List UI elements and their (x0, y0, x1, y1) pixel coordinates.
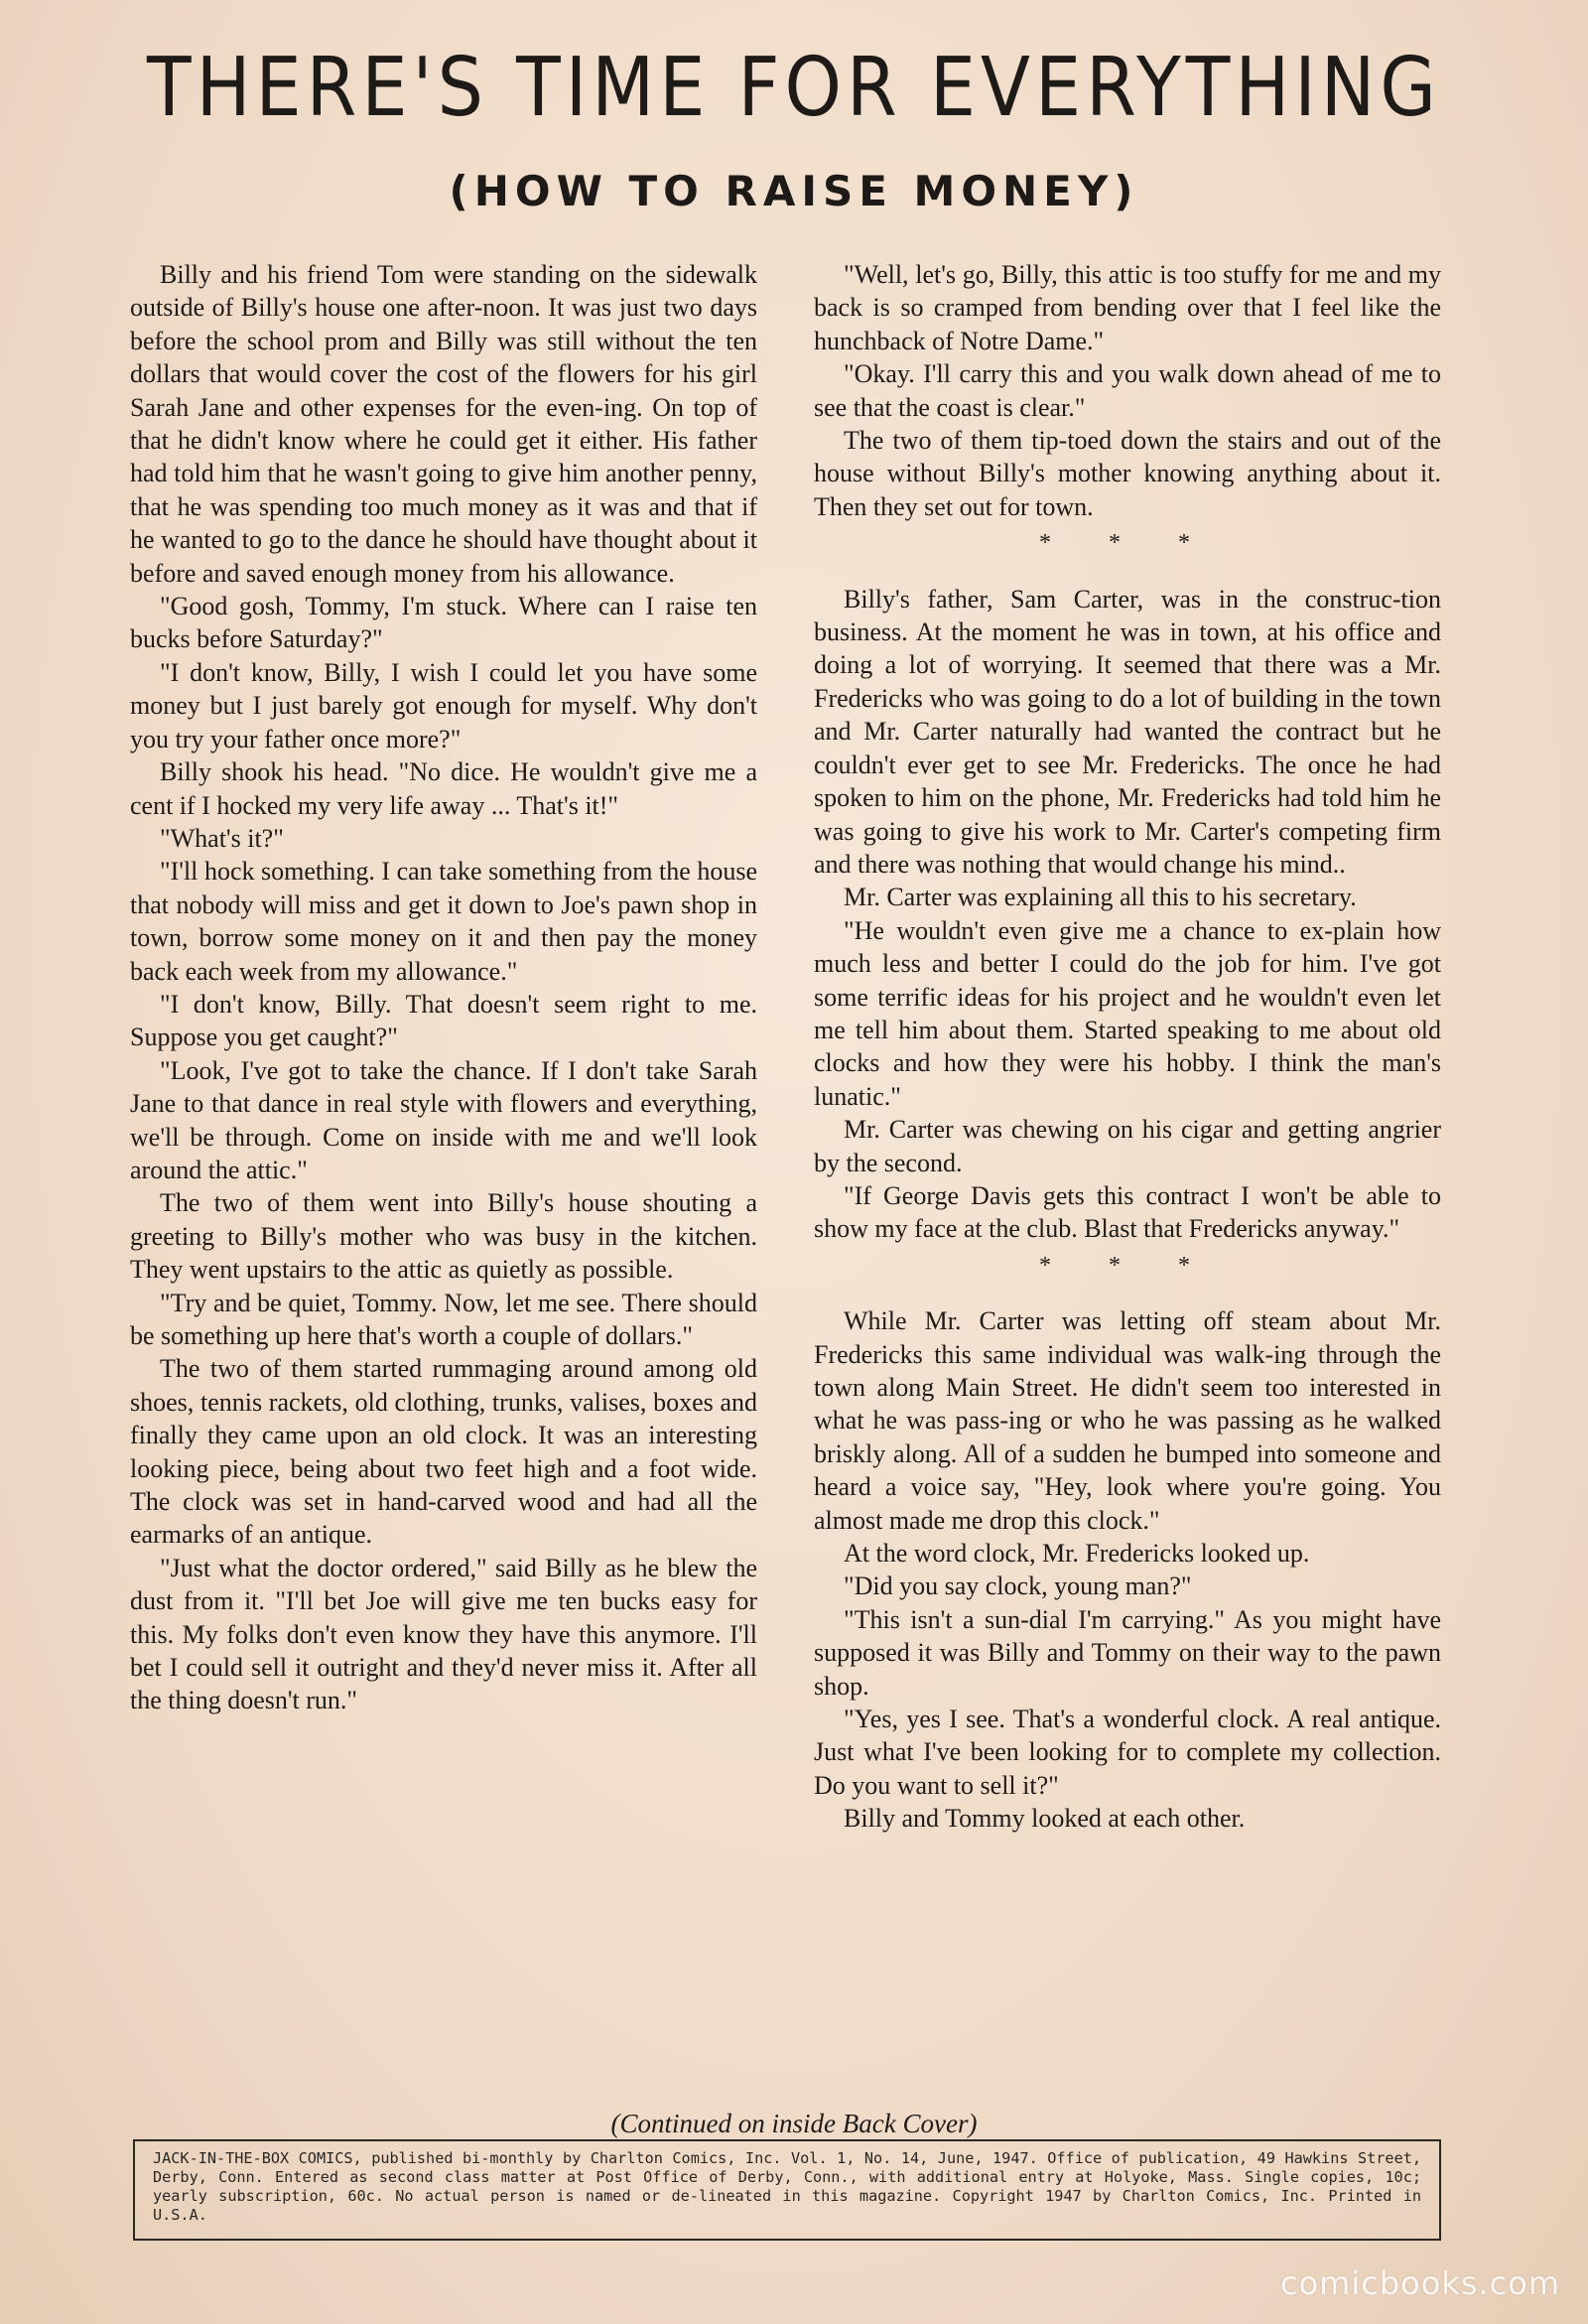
page-title: THERE'S TIME FOR EVERYTHING (147, 40, 1441, 136)
paragraph: Billy and Tommy looked at each other. (844, 1804, 1246, 1834)
paragraph: Mr. Carter was explaining all this to his secretary. (844, 883, 1357, 912)
paragraph: "Did you say clock, young man?" (844, 1572, 1192, 1601)
paragraph: Billy shook his head. "No dice. He wouldn't give me a cent if I hocked my very life away ... That's it!" (130, 757, 757, 820)
paragraph: "If George Davis gets this contract I won't be able to show my face at the club. Blast that Fredericks anyway." (814, 1180, 1441, 1244)
watermark: comicbooks.com (1279, 2264, 1560, 2302)
publication-imprint-box: JACK-IN-THE-BOX COMICS, published bi-monthly by Charlton Comics, Inc. Vol. 1, No. 14, June, 1947. Office of publication, 49 Hawkins Street, Derby, Conn. Entered as second class matter at Post Office of Derby, Conn., with additional entry at Holyoke, Mass. Single copies, 10c; yearly subscription, 60c. No actual person is named or de-lineated in this magazine. Copyright 1947 by Charlton Comics, Inc. Printed in U.S.A. (133, 2139, 1441, 2241)
paragraph: Billy's father, Sam Carter, was in the construc-tion business. At the moment he was in town, at his office and doing a lot of worrying. It seemed that there was a Mr. Fredericks who was going to do a lot of building in the town and Mr. Carter naturally had wanted the contract but he couldn't ever get to see Mr. Fredericks. The once he had spoken to him on the phone, Mr. Fredericks had told him he was going to give his work to Mr. Carter's competing firm and there was nothing that would change his mind.. (814, 584, 1441, 879)
section-separator: * * * (1039, 1252, 1216, 1279)
paragraph: The two of them started rummaging around among old shoes, tennis rackets, old clothing, trunks, valises, boxes and finally they came upon an old clock. It was an interesting looking piece, being about two feet high and a foot wide. The clock was set in hand-carved wood and had all the earmarks of an antique. (130, 1354, 757, 1550)
paragraph: At the word clock, Mr. Fredericks looked up. (844, 1539, 1310, 1569)
section-separator: * * * (1039, 530, 1216, 557)
paragraph: "Try and be quiet, Tommy. Now, let me see. There should be something up here that's worth a couple of dollars." (130, 1288, 757, 1350)
right-column (814, 258, 1441, 1836)
paragraph: "I don't know, Billy, I wish I could let you have some money but I just barely got enough for myself. Why don't you try your father once more?" (130, 657, 757, 753)
paragraph: "Look, I've got to take the chance. If I don't take Sarah Jane to that dance in real style with flowers and everything, we'll be through. Come on inside with me and we'll look around the attic." (130, 1055, 757, 1184)
paragraph: "Just what the doctor ordered," said Billy as he blew the dust from it. "I'll bet Joe will give me ten bucks easy for this. My folks don't even know they have this anymore. I'll bet I could sell it outright and they'd never miss it. After all the thing doesn't run." (130, 1553, 757, 1715)
paragraph: The two of them tip-toed down the stairs and out of the house without Billy's mother knowing anything about it. Then they set out for town. (814, 426, 1441, 521)
paragraph: "Okay. I'll carry this and you walk down ahead of me to see that the coast is clear." (814, 359, 1441, 422)
left-column (130, 258, 757, 1717)
paragraph: "This isn't a sun-dial I'm carrying." As you might have supposed it was Billy and Tommy on their way to the pawn shop. (814, 1604, 1441, 1701)
paragraph: "I'll hock something. I can take something from the house that nobody will miss and get it down to Joe's pawn shop in town, borrow some money on it and then pay the money back each week from my allowance." (130, 857, 757, 986)
paragraph: Billy and his friend Tom were standing on the sidewalk outside of Billy's house one after-noon. It was just two days before the school prom and Billy was still without the ten dollars that would cover the cost of the flowers for his girl Sarah Jane and other expenses for the even-ing. On top of that he didn't know where he could get it either. His father had told him that he wasn't going to give him another penny, that he was spending too much money as it was and that if he wanted to go to the dance he should have thought about it before and saved enough money from his allowance. (130, 260, 757, 588)
paragraph: "Good gosh, Tommy, I'm stuck. Where can I raise ten bucks before Saturday?" (130, 592, 757, 654)
paragraph: While Mr. Carter was letting off steam about Mr. Fredericks this same individual was walk-ing through the town along Main Street. He didn't seem too interested in what he was pass-ing or who he was passing as he walked briskly along. All of a sudden he bumped into someone and heard a voice say, "Hey, look where you're going. You almost made me drop this clock." (814, 1306, 1441, 1535)
paragraph: The two of them went into Billy's house shouting a greeting to Billy's mother who was busy in the kitchen. They went upstairs to the attic as quietly as possible. (130, 1188, 757, 1285)
paragraph: "What's it?" (160, 823, 284, 853)
paragraph: Mr. Carter was chewing on his cigar and getting angrier by the second. (814, 1115, 1441, 1177)
paragraph: "He wouldn't even give me a chance to ex-plain how much less and better I could do the job for him. I've got some terrific ideas for his project and he wouldn't even let me tell him about them. Started speaking to me about old clocks and how they were his hobby. I think the man's lunatic." (814, 915, 1441, 1111)
paragraph: "I don't know, Billy. That doesn't seem right to me. Suppose you get caught?" (130, 989, 757, 1052)
continued-note: (Continued on inside Back Cover) (610, 2109, 978, 2138)
page-subtitle: (HOW TO RAISE MONEY) (449, 167, 1139, 215)
paragraph: "Well, let's go, Billy, this attic is too stuffy for me and my back is so cramped from bending over that I feel like the hunchback of Notre Dame." (814, 260, 1441, 355)
paragraph: "Yes, yes I see. That's a wonderful clock. A real antique. Just what I've been looking for to complete my collection. Do you want to sell it?" (814, 1705, 1441, 1800)
